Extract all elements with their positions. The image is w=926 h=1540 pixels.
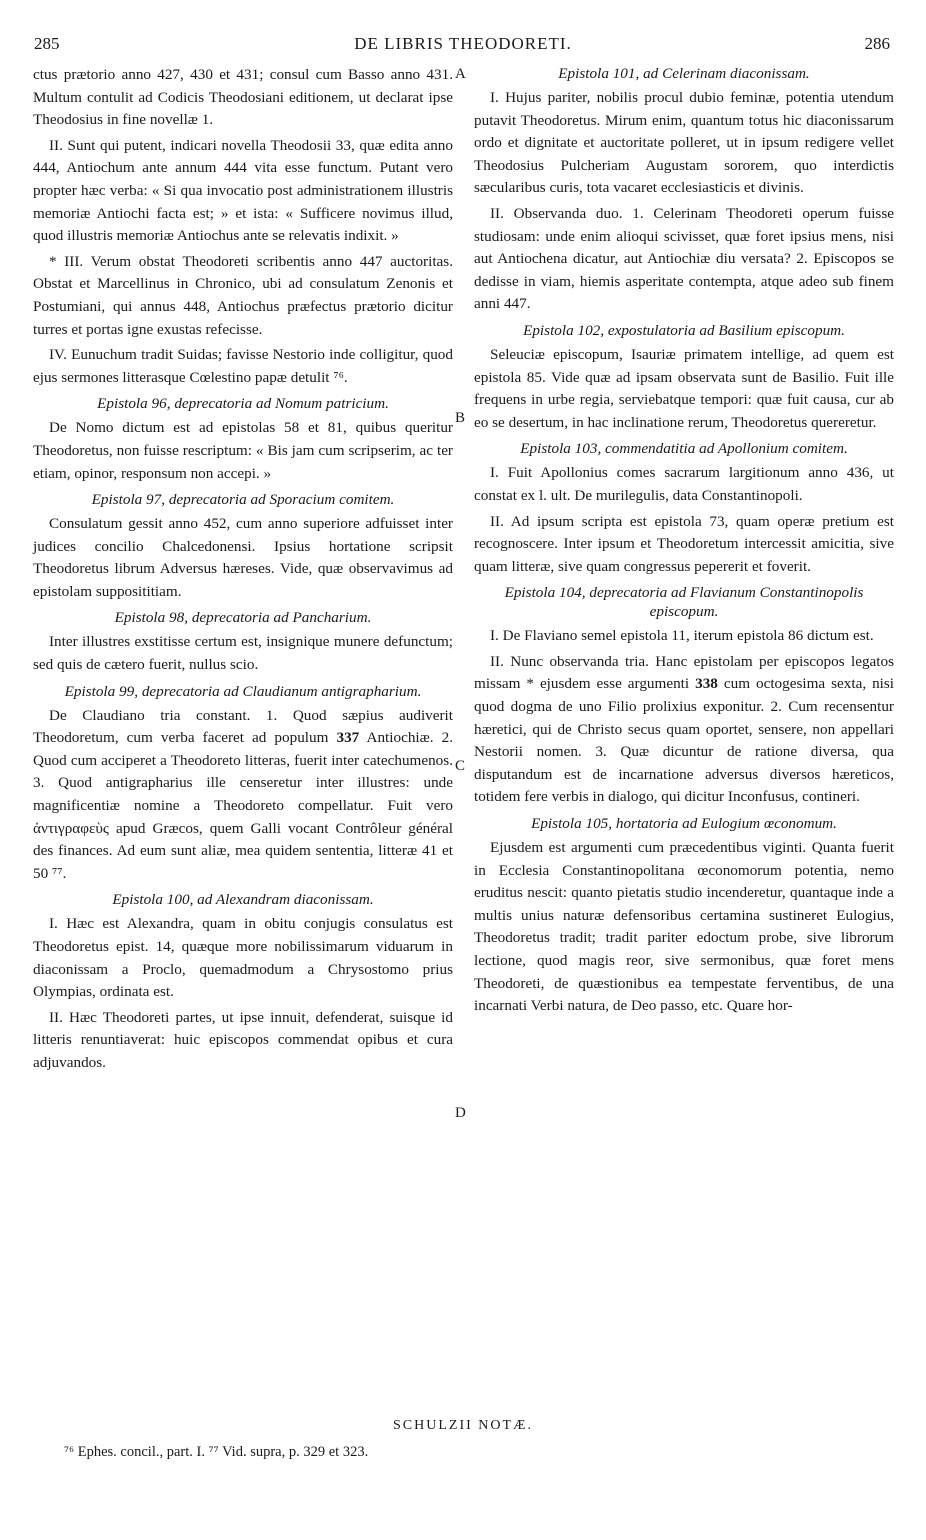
paragraph-text: Antiochiæ. 2. Quod cum acciperet a Theodoreto litteras, fuerit inter catechumenos. 3. Quod antigrapharius ille censeretur inter illustres: unde magnificentiæ nomine a Theodoreto compellatur. Fuit vero ἀντιγραφεὺς apud Græcos, quem Galli vocant Contrôleur général des finances. Ad eum sunt aliæ, mea quidem sententia, litteræ 41 et 50 ⁷⁷. bbox=[33, 729, 454, 882]
footnotes-text: ⁷⁶ Ephes. concil., part. I. ⁷⁷ Vid. supra, p. 329 et 323. bbox=[64, 1444, 369, 1460]
paragraph bbox=[33, 705, 453, 886]
epistle-heading: Epistola 99, deprecatoria ad Claudianum antigrapharium. bbox=[64, 682, 422, 700]
original-page-number: 338 bbox=[695, 675, 718, 693]
paragraph: I. Fuit Apollonius comes sacrarum largitionum anno 436, ut constat ex l. ult. De murilegulis, data Constantinopoli. bbox=[474, 464, 894, 504]
footnotes-heading: SCHULZII NOTÆ. bbox=[393, 1418, 533, 1433]
paragraph: I. De Flaviano semel epistola 11, iterum epistola 86 dictum est. bbox=[490, 627, 874, 645]
paragraph: IV. Eunuchum tradit Suidas; favisse Nestorio inde colligitur, quod ejus sermones litterasque Cœlestino papæ detulit ⁷⁶. bbox=[33, 346, 453, 386]
paragraph: Ejusdem est argumenti cum præcedentibus viginti. Quanta fuerit in Ecclesia Constantinopolitana œconomorum potentia, nemo eruditus nescit: quanto pietatis studio incenderetur, quantaque inde a multis unius naturæ defensoribus certamina sustineret Eulogius, Theodoretus tradit; tradit pariter edoctum probe, sive librorum lectione, quod magis reor, sive sermonibus, quæ foret mens Theodoreti, de quæstionibus ea tempestate ferventibus, de una incarnati Verbi natura, de Deo passo, etc. Quare hor- bbox=[474, 839, 894, 1015]
epistle-heading: Epistola 102, expostulatoria ad Basilium episcopum. bbox=[523, 321, 845, 339]
left-column bbox=[33, 64, 453, 1078]
paragraph: Seleuciæ episcopum, Isauriæ primatem intellige, ad quem est epistola 85. Vide quæ ad ipsam observata sunt de Basilio. Fuit ille frequens in urbe regia, serviebatque tempori: quæ fuit causa, cur ab eo se desertum, in hac inclinatione rerum, Theodoretus quereretur. bbox=[474, 345, 894, 431]
running-title: DE LIBRIS THEODORETI. bbox=[354, 34, 572, 53]
margin-marker-a: A bbox=[455, 66, 466, 82]
paragraph: Consulatum gessit anno 452, cum anno superiore adfuisset inter judices concilio Chalcedonensi. Ipsius hortatione scripsit Theodoretus librum Adversus hæreses. Vide, quæ observavimus ad epistolam supposititiam. bbox=[33, 515, 453, 600]
paragraph: II. Hæc Theodoreti partes, ut ipse innuit, defenderat, suisque id litteris renuntiaverat: huic episcopos commendat opibus et cura adjuvandos. bbox=[33, 1008, 453, 1071]
paragraph-text: II. Nunc observanda tria. Hanc epistolam per episcopos legatos missam * ejusdem esse argumenti bbox=[474, 652, 894, 693]
paragraph: II. Ad ipsum scripta est epistola 73, quam operæ pretium est recognoscere. Inter ipsum et Theodoretum intercessit amicitia, sive quam litteræ, sive quam congressus pepererit et foverit. bbox=[474, 512, 894, 575]
paragraph: II. Observanda duo. 1. Celerinam Theodoreti operum fuisse studiosam: unde enim alioqui scivisset, quæ foret ipsius mens, nisi aut Antiochena dicatur, aut Antiochiæ diu versata? 2. Episcopos se dedisse in viam, hiemis asperitate contempta, atque adeo sub finem anni 447. bbox=[474, 204, 894, 313]
right-column bbox=[474, 64, 894, 1021]
paragraph: De Nomo dictum est ad epistolas 58 et 81, quibus queritur Theodoretus, non fuisse rescriptum: « Bis jam cum scripserim, ac ter etiam, opinor, responsum non accepi. » bbox=[33, 419, 453, 482]
margin-marker-d: D bbox=[455, 1105, 466, 1121]
page-number-left: 285 bbox=[34, 34, 60, 53]
paragraph: Inter illustres exstitisse certum est, insignique munere defunctum; sed quis de cætero fuerit, nullus scio. bbox=[33, 633, 453, 674]
paragraph: I. Hujus pariter, nobilis procul dubio feminæ, potentia utendum putavit Theodoretus. Mirum enim, quantum totus hic diaconissarum ordo et dignitate et auctoritate polleret, ut in ipsum redigere vellet Theodosius Pulcheriam Augustam sororem, quo interdictis sæcularibus curis, tota vacaret ecclesiasticis et divinis. bbox=[474, 89, 894, 197]
paragraph-text: cum octogesima sexta, nisi quod dogma de uno Filio prolixius exponitur. 2. Cum recensentur hæretici, qui de Christo secus quam oportet, sensere, non appellari Nestorii nomen. 3. Quæ dicuntur de ratione diversa, qua disputandum est de incarnatione adversus diversos hæreticos, totidem fere verbis in dialogo, qui dicitur Inconfusus, contineri. bbox=[474, 675, 895, 806]
epistle-heading: Epistola 98, deprecatoria ad Pancharium. bbox=[114, 609, 372, 627]
paragraph bbox=[474, 651, 894, 809]
paragraph: II. Sunt qui putent, indicari novella Theodosii 33, quæ edita anno 444, Antiochum ante annum 444 vita esse functum. Putant vero propter hæc verba: « Si qua invocatio post administrationem illustris memoriæ Antiochi facta est; » et ista: « Sufficere novimus illud, quod illustris memoriæ Antiochus ante se relevatis indixit. » bbox=[33, 136, 453, 245]
epistle-heading: Epistola 105, hortatoria ad Eulogium œconomum. bbox=[531, 815, 837, 833]
paragraph: I. Hæc est Alexandra, quam in obitu conjugis consulatus est Theodoretus epist. 14, quæque more nobilissimarum viduarum in diaconissam a Proclo, quemadmodum a Chrysostomo prius Olympias, ordinata est. bbox=[33, 915, 453, 1001]
epistle-heading: Epistola 101, ad Celerinam diaconissam. bbox=[558, 65, 810, 82]
epistle-heading: Epistola 104, deprecatoria ad Flavianum Constantinopolis episcopum. bbox=[504, 584, 864, 621]
epistle-heading: Epistola 96, deprecatoria ad Nomum patricium. bbox=[97, 395, 389, 413]
margin-marker-c: C bbox=[455, 758, 466, 774]
paragraph-text: De Claudiano tria constant. 1. Quod sæpius audiverit Theodoretum, cum verba faceret ad populum bbox=[33, 706, 453, 747]
epistle-heading: Epistola 97, deprecatoria ad Sporacium comitem. bbox=[91, 491, 395, 509]
page-header bbox=[0, 34, 926, 58]
page-number-right: 286 bbox=[864, 34, 890, 53]
original-page-number: 337 bbox=[336, 729, 360, 747]
epistle-heading: Epistola 103, commendatitia ad Apollonium comitem. bbox=[520, 440, 848, 458]
paragraph: * III. Verum obstat Theodoreti scribentis anno 447 auctoritas. Obstat et Marcellinus in Chronico, ubi ad consulatum Zenonis et Postumiani, qui annus 448, Antiochus præfectus prætorio dicitur turres et portas igne exustas refecisse. bbox=[33, 252, 453, 338]
paragraph: ctus prætorio anno 427, 430 et 431; consul cum Basso anno 431. Multum contulit ad Codicis Theodosiani editionem, ut declarat ipse Theodosius in fine novellæ 1. bbox=[33, 66, 453, 129]
margin-marker-b: B bbox=[455, 410, 466, 426]
epistle-heading: Epistola 100, ad Alexandram diaconissam. bbox=[112, 891, 374, 909]
